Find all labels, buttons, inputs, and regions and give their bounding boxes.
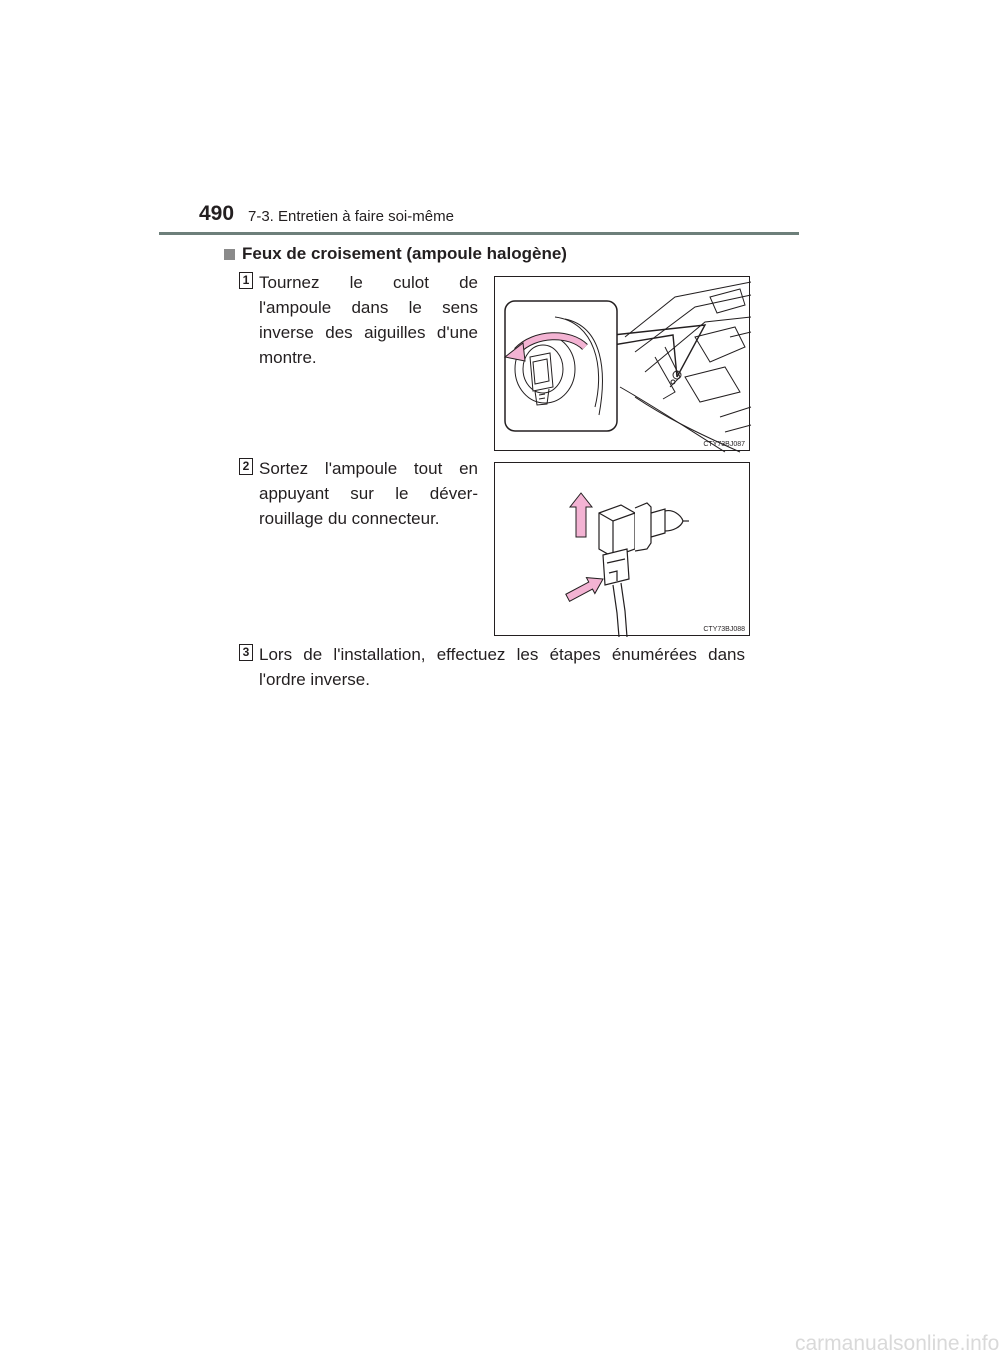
header-rule bbox=[159, 232, 799, 235]
step-text-1: Tournez le culot de l'ampoule dans le sens inverse des aiguilles d'une montre. bbox=[259, 273, 478, 367]
step-badge-1: 1 bbox=[239, 272, 253, 289]
figure-bulb-remove bbox=[494, 462, 750, 636]
watermark: carmanualsonline.info bbox=[795, 1332, 999, 1355]
step-text-2: Sortez l'ampoule tout en appuyant sur le déver-rouillage du connecteur. bbox=[259, 459, 478, 528]
page-number: 490 bbox=[199, 202, 235, 225]
bulb-connector-illustration bbox=[495, 463, 751, 637]
headlight-illustration bbox=[495, 277, 751, 452]
step-text-3: Lors de l'installation, effectuez les étapes énumérées dans l'ordre inverse. bbox=[259, 645, 745, 689]
figure-code-1: CTY73BJ087 bbox=[703, 441, 745, 448]
step-badge-3: 3 bbox=[239, 644, 253, 661]
chapter-title: 7-3. Entretien à faire soi-même bbox=[248, 208, 454, 225]
step-badge-2: 2 bbox=[239, 458, 253, 475]
section-heading bbox=[224, 244, 567, 264]
figure-code-2: CTY73BJ088 bbox=[703, 626, 745, 633]
section-title: Feux de croisement (ampoule halogène) bbox=[242, 244, 567, 263]
figure-bulb-rotate bbox=[494, 276, 750, 451]
square-bullet-icon bbox=[224, 249, 235, 260]
